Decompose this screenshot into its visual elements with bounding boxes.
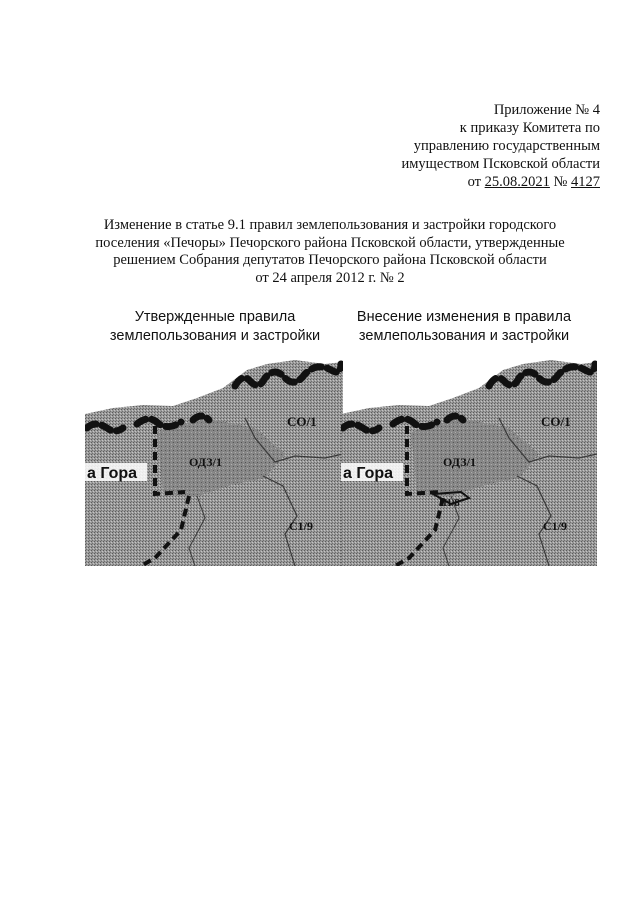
appendix-title: Приложение № 4	[493, 102, 600, 118]
order-number: 4127	[571, 174, 600, 190]
heading-line-1: Изменение в статье 9.1 правил землепользования и застройки городского	[103, 217, 557, 233]
zone-label-so: СО/1	[541, 414, 571, 429]
order-date: 25.08.2021	[484, 174, 550, 190]
zone-label-odz: ОДЗ/1	[189, 455, 222, 469]
zone-label-p1: П1/8	[439, 498, 460, 509]
appendix-property-line: имуществом Псковской области	[401, 156, 600, 172]
appendix-block	[340, 101, 600, 191]
amended-zoning-map	[341, 358, 597, 566]
approved-rules-title-line-2: землепользования и застройки	[109, 328, 321, 344]
appendix-order-line: к приказу Комитета по	[459, 120, 600, 136]
approved-zoning-map	[85, 358, 343, 566]
place-label: а Гора	[343, 465, 394, 482]
approved-rules-title-line-1: Утвержденные правила	[134, 309, 296, 325]
approved-rules-title	[102, 308, 328, 346]
heading-line-2: поселения «Печоры» Печорского района Псковской области, утвержденные	[95, 234, 565, 251]
heading-line-4: от 24 апреля 2012 г. № 2	[255, 269, 405, 286]
appendix-date-line	[340, 173, 600, 191]
heading-line-3: решением Собрания депутатов Печорского района Псковской области	[113, 252, 547, 268]
appendix-committee-line: управлению государственным	[413, 138, 600, 154]
amendment-title-line-2: землепользования и застройки	[358, 328, 570, 344]
number-prefix: №	[549, 174, 571, 190]
place-label: а Гора	[87, 465, 138, 482]
zone-label-so: СО/1	[287, 414, 317, 429]
amendment-title-line-1: Внесение изменения в правила	[356, 309, 572, 325]
document-heading	[72, 217, 588, 287]
zone-label-c1: С1/9	[543, 519, 567, 533]
date-prefix: от	[467, 174, 485, 190]
amendment-title	[347, 308, 581, 346]
approved-zoning-map-graphic	[85, 358, 343, 566]
amended-zoning-map-graphic	[341, 358, 597, 566]
zone-label-c1: С1/9	[289, 519, 313, 533]
zone-label-odz: ОДЗ/1	[443, 455, 476, 469]
